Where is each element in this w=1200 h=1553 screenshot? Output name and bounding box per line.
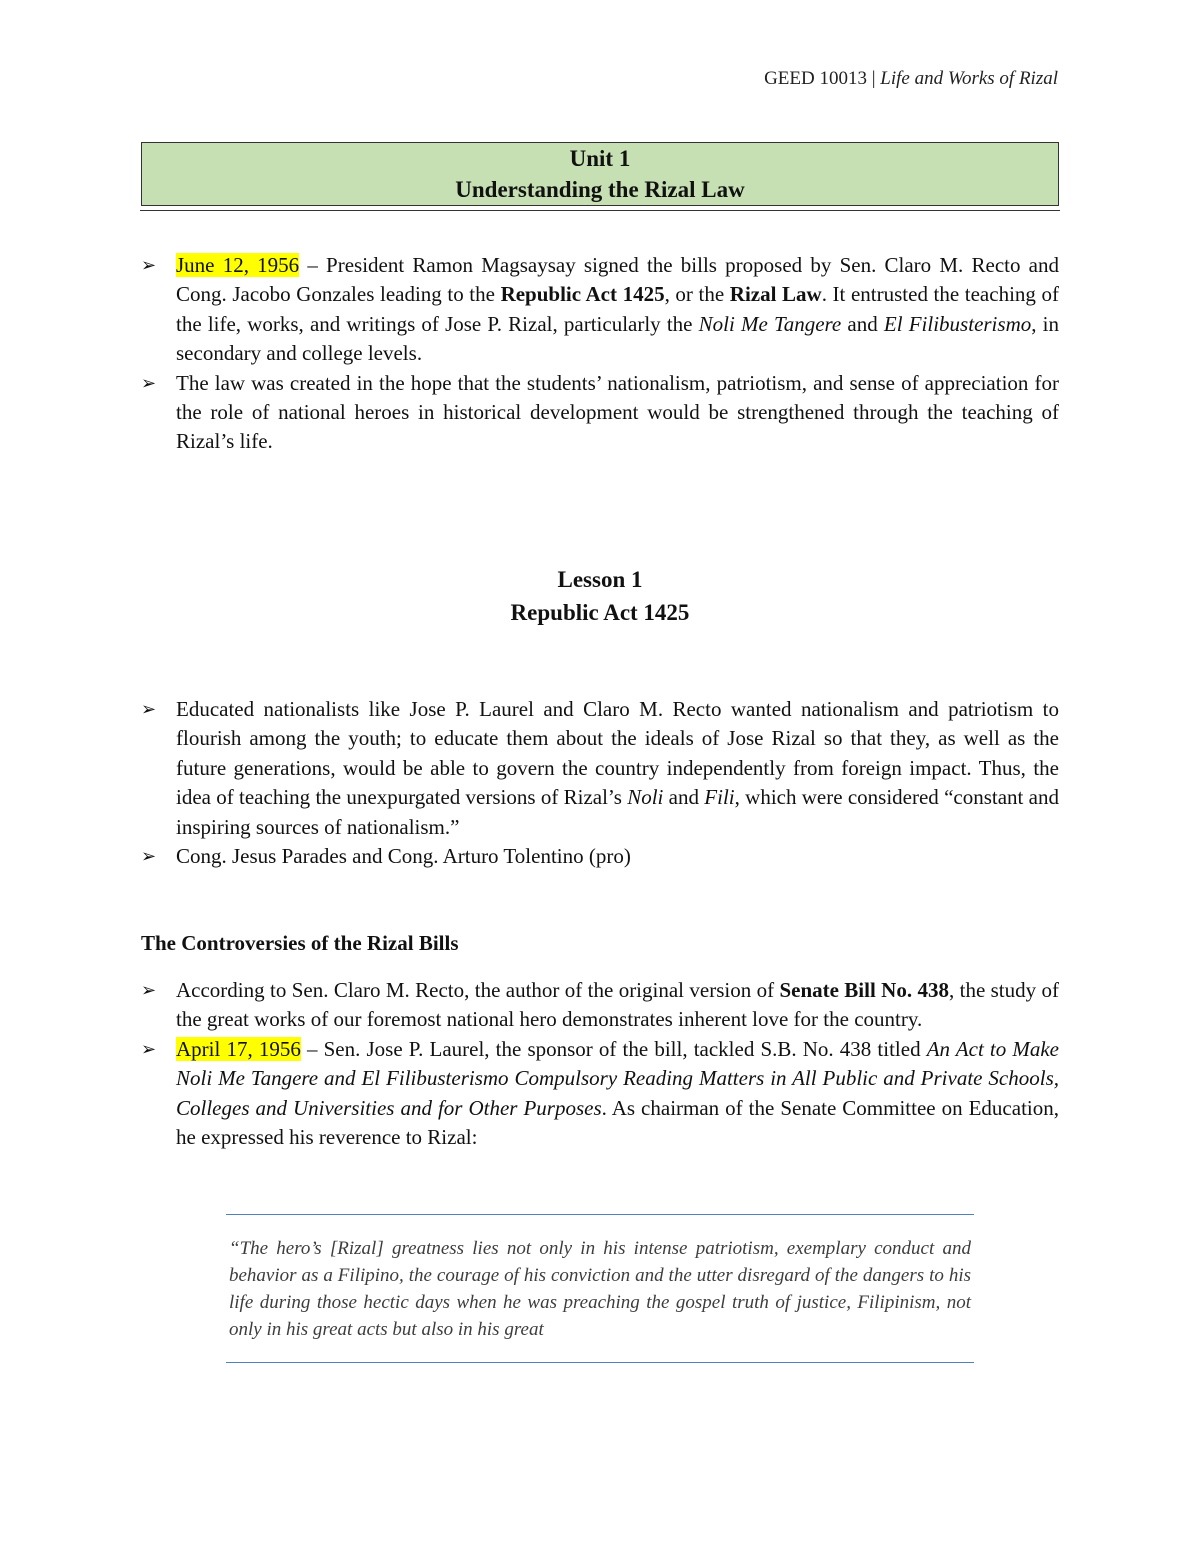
italic-title: Noli Me Tangere <box>698 311 842 336</box>
controversies-bullet-list <box>141 976 1059 1152</box>
arrowhead-bullet-icon: ➢ <box>141 846 157 867</box>
list-item <box>141 369 1059 457</box>
bullet-text: – President Ramon Magsaysay signed the bills proposed by Sen. Claro M. Recto and Cong. Jacobo Gonzales leading to the <box>176 253 1059 307</box>
bullet-text: . It entrusted the teaching of the life, works, and writings of Jose P. Rizal, particularly the <box>176 282 1059 336</box>
lesson-bullet-list <box>141 695 1059 871</box>
italic-title: Noli <box>627 785 664 810</box>
bullet-text: , which were considered “constant and inspiring sources of nationalism.” <box>176 785 1059 839</box>
page-header <box>764 68 1058 90</box>
italic-title: An Act to Make Noli Me Tangere and El Filibusterismo Compulsory Reading Matters in All Public and Private Schools, Colleges and Universities and for Other Purposes <box>176 1036 1059 1120</box>
unit-title-box <box>141 142 1059 206</box>
bullet-text: Educated nationalists like Jose P. Laurel and Claro M. Recto wanted nationalism and patriotism to flourish among the youth; to educate them about the ideals of Jose Rizal so that they, as well as the future generations, would be able to govern the country independently from foreign impact. Thus, the idea of teaching the unexpurgated versions of Rizal’s <box>176 697 1059 810</box>
course-code: GEED 10013 | <box>764 68 876 89</box>
bold-term: Senate Bill No. 438 <box>779 978 949 1002</box>
bullet-text: According to Sen. Claro M. Recto, the author of the original version of <box>176 978 780 1002</box>
italic-title: Fili <box>704 785 735 810</box>
arrowhead-bullet-icon: ➢ <box>141 1038 157 1059</box>
bold-term: Rizal Law <box>729 282 822 307</box>
bullet-text: – Sen. Jose P. Laurel, the sponsor of the bill, tackled S.B. No. 438 titled <box>300 1036 927 1061</box>
arrowhead-bullet-icon: ➢ <box>141 699 157 719</box>
bullet-text: The law was created in the hope that the students’ nationalism, patriotism, and sense of appreciation for the role of national heroes in historical development would be strengthened through the teaching of Rizal’s life. <box>176 370 1059 454</box>
unit-title: Understanding the Rizal Law <box>455 177 745 202</box>
arrowhead-bullet-icon: ➢ <box>141 372 157 393</box>
list-item <box>141 251 1059 369</box>
highlighted-date: April 17, 1956 <box>176 1036 301 1061</box>
bullet-text: and <box>663 785 705 810</box>
list-item <box>141 1035 1059 1153</box>
bullet-text: , in secondary and college levels. <box>176 311 1059 366</box>
lesson-title: Republic Act 1425 <box>510 600 690 625</box>
arrowhead-bullet-icon: ➢ <box>141 255 157 275</box>
bullet-text: . As chairman of the Senate Committee on Education, he expressed his reverence to Rizal: <box>176 1095 1059 1150</box>
unit-number: Unit 1 <box>569 146 631 171</box>
bullet-text: , or the <box>664 282 730 307</box>
lesson-heading <box>0 563 1200 629</box>
bullet-text: and <box>841 311 884 336</box>
bullet-text: Cong. Jesus Parades and Cong. Arturo Tolentino (pro) <box>176 844 631 869</box>
list-item <box>141 842 1059 871</box>
list-item <box>141 976 1059 1035</box>
intro-bullet-list <box>141 251 1059 457</box>
lesson-number: Lesson 1 <box>557 567 643 592</box>
highlighted-date: June 12, 1956 <box>176 253 300 277</box>
italic-title: El Filibusterismo <box>883 311 1032 336</box>
bullet-text: , the study of the great works of our foremost national hero demonstrates inherent love for the country. <box>176 978 1060 1032</box>
bold-term: Republic Act 1425 <box>500 282 665 307</box>
course-title: Life and Works of Rizal <box>880 68 1058 89</box>
quote-text: “The hero’s [Rizal] greatness lies not only in his intense patriotism, exemplary conduct and behavior as a Filipino, the courage of his conviction and the utter disregard of the dangers to his life during those hectic days when he was preaching the gospel truth of justice, Filipinism, not only in his great acts but also in his great <box>229 1238 971 1340</box>
list-item <box>141 695 1059 842</box>
section-heading: The Controversies of the Rizal Bills <box>141 931 459 955</box>
block-quote <box>226 1214 974 1363</box>
arrowhead-bullet-icon: ➢ <box>141 980 157 1000</box>
